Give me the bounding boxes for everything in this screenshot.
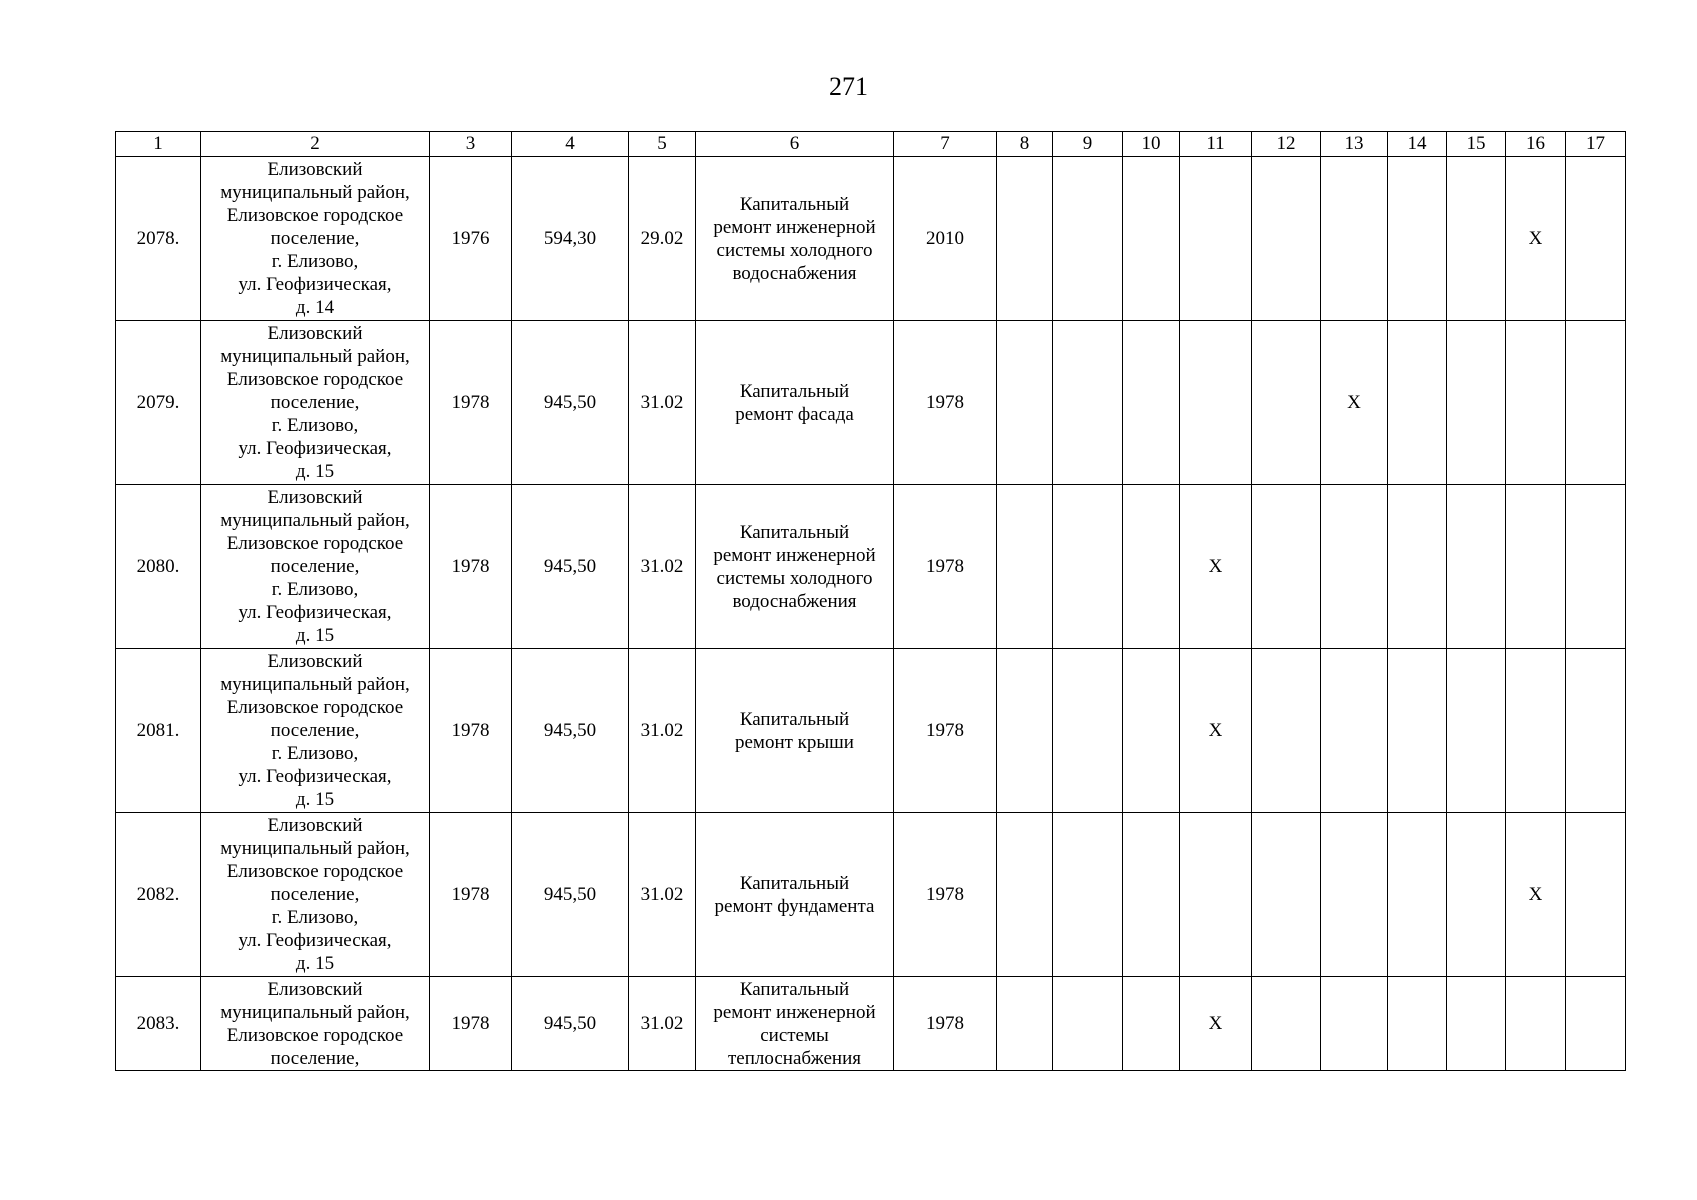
address-line: муниципальный район, (220, 182, 410, 203)
mark-cell (997, 321, 1053, 485)
mark-cell (1447, 649, 1506, 813)
area-cell: 945,50 (512, 649, 629, 813)
header-cell: 8 (997, 132, 1053, 157)
wear-cell: 31.02 (629, 977, 696, 1071)
address-line: Елизовское городское (226, 697, 404, 718)
table-row (116, 157, 1626, 321)
mark-cell (1321, 977, 1388, 1071)
wear-cell: 31.02 (629, 321, 696, 485)
address-cell (201, 813, 430, 977)
area-cell: 945,50 (512, 321, 629, 485)
table-header (116, 132, 1626, 157)
mark-cell (997, 649, 1053, 813)
header-cell: 11 (1180, 132, 1252, 157)
address-cell (201, 157, 430, 321)
header-cell: 17 (1566, 132, 1626, 157)
mark-cell (1053, 813, 1123, 977)
work-type-line: ремонт фасада (735, 403, 854, 425)
mark-cell (1123, 977, 1180, 1071)
mark-cell (1252, 813, 1321, 977)
wear-cell: 29.02 (629, 157, 696, 321)
address-line: г. Елизово, (271, 251, 359, 272)
table-row (116, 485, 1626, 649)
work-type-cell (696, 485, 894, 649)
work-year-cell: 1978 (894, 485, 997, 649)
wear-cell: 31.02 (629, 485, 696, 649)
address-cell (201, 977, 430, 1071)
address-line: д. 15 (295, 953, 335, 974)
mark-cell (1506, 485, 1566, 649)
work-type-line: ремонт инженерной (713, 216, 876, 238)
mark-cell (1506, 321, 1566, 485)
work-year-cell: 1978 (894, 977, 997, 1071)
mark-cell (997, 977, 1053, 1071)
work-type-cell (696, 977, 894, 1071)
mark-cell (1388, 649, 1447, 813)
mark-cell (1506, 649, 1566, 813)
mark-cell (1388, 977, 1447, 1071)
address-line: поселение, (270, 556, 360, 577)
work-type-cell (696, 813, 894, 977)
area-cell: 945,50 (512, 813, 629, 977)
mark-cell (1053, 157, 1123, 321)
mark-cell: X (1180, 649, 1252, 813)
mark-cell (1566, 157, 1626, 321)
mark-cell (1388, 485, 1447, 649)
year-built-cell: 1978 (430, 977, 512, 1071)
header-cell: 5 (629, 132, 696, 157)
year-built-cell: 1976 (430, 157, 512, 321)
header-cell: 6 (696, 132, 894, 157)
mark-cell (1123, 649, 1180, 813)
address-line: Елизовское городское (226, 533, 404, 554)
registry-table (115, 131, 1626, 1071)
address-line: ул. Геофизическая, (238, 766, 392, 787)
address-line: г. Елизово, (271, 415, 359, 436)
mark-cell (1252, 157, 1321, 321)
address-line: д. 15 (295, 461, 335, 482)
row-number-cell: 2081. (116, 649, 201, 813)
mark-cell (1566, 321, 1626, 485)
mark-cell (1180, 157, 1252, 321)
address-line: г. Елизово, (271, 579, 359, 600)
address-line: Елизовское городское (226, 205, 404, 226)
mark-cell (1053, 485, 1123, 649)
work-year-cell: 1978 (894, 649, 997, 813)
address-line: поселение, (270, 228, 360, 249)
mark-cell: X (1180, 977, 1252, 1071)
address-line: Елизовский (267, 978, 363, 1000)
address-line: поселение, (270, 392, 360, 413)
address-line: ул. Геофизическая, (238, 602, 392, 623)
work-type-cell (696, 321, 894, 485)
wear-cell: 31.02 (629, 813, 696, 977)
mark-cell (1252, 321, 1321, 485)
mark-cell (1321, 485, 1388, 649)
mark-cell (1566, 813, 1626, 977)
address-line: г. Елизово, (271, 743, 359, 764)
mark-cell (1123, 321, 1180, 485)
mark-cell (1566, 485, 1626, 649)
address-line: г. Елизово, (271, 907, 359, 928)
header-cell: 14 (1388, 132, 1447, 157)
mark-cell (1123, 157, 1180, 321)
mark-cell (1321, 157, 1388, 321)
work-type-line: ремонт инженерной (713, 544, 876, 566)
row-number-cell: 2083. (116, 977, 201, 1071)
work-type-cell (696, 649, 894, 813)
area-cell: 945,50 (512, 977, 629, 1071)
address-line: муниципальный район, (220, 346, 410, 367)
page-number: 271 (829, 72, 868, 101)
mark-cell (1506, 977, 1566, 1071)
row-number-cell: 2078. (116, 157, 201, 321)
address-line: поселение, (270, 884, 360, 905)
work-type-line: системы холодного (716, 567, 873, 589)
mark-cell (1447, 321, 1506, 485)
work-type-line: системы холодного (716, 239, 873, 261)
mark-cell (1252, 977, 1321, 1071)
mark-cell (1252, 485, 1321, 649)
address-line: муниципальный район, (220, 674, 410, 695)
header-cell: 4 (512, 132, 629, 157)
mark-cell: X (1180, 485, 1252, 649)
header-cell: 9 (1053, 132, 1123, 157)
address-line: поселение, (270, 1047, 360, 1069)
mark-cell (997, 157, 1053, 321)
mark-cell (1388, 813, 1447, 977)
address-cell (201, 485, 430, 649)
row-number-cell: 2079. (116, 321, 201, 485)
work-type-line: Капитальный (739, 521, 850, 543)
area-cell: 945,50 (512, 485, 629, 649)
work-type-cell (696, 157, 894, 321)
mark-cell (1447, 977, 1506, 1071)
mark-cell (1123, 813, 1180, 977)
mark-cell (1252, 649, 1321, 813)
mark-cell (997, 813, 1053, 977)
work-type-line: Капитальный (739, 872, 850, 894)
address-line: поселение, (270, 720, 360, 741)
table-row (116, 649, 1626, 813)
address-line: ул. Геофизическая, (238, 438, 392, 459)
mark-cell (1053, 649, 1123, 813)
address-line: Елизовское городское (226, 369, 404, 390)
row-number-cell: 2082. (116, 813, 201, 977)
header-cell: 7 (894, 132, 997, 157)
work-type-line: Капитальный (739, 708, 850, 730)
mark-cell (1388, 321, 1447, 485)
address-line: Елизовский (267, 487, 363, 508)
work-year-cell: 2010 (894, 157, 997, 321)
address-line: Елизовский (267, 815, 363, 836)
area-cell: 594,30 (512, 157, 629, 321)
work-type-line: водоснабжения (732, 262, 857, 284)
work-type-line: Капитальный (739, 978, 850, 1000)
mark-cell (1447, 157, 1506, 321)
table-row (116, 977, 1626, 1071)
work-year-cell: 1978 (894, 813, 997, 977)
address-line: Елизовский (267, 323, 363, 344)
mark-cell: X (1506, 813, 1566, 977)
mark-cell: X (1506, 157, 1566, 321)
table-row (116, 813, 1626, 977)
table-row (116, 321, 1626, 485)
mark-cell (1388, 157, 1447, 321)
address-line: д. 14 (295, 297, 335, 318)
mark-cell (1180, 321, 1252, 485)
work-type-line: теплоснабжения (728, 1047, 861, 1069)
work-type-line: водоснабжения (732, 590, 857, 612)
work-type-line: ремонт фундамента (714, 895, 875, 917)
address-line: Елизовский (267, 159, 363, 180)
year-built-cell: 1978 (430, 321, 512, 485)
mark-cell: X (1321, 321, 1388, 485)
address-line: муниципальный район, (220, 1001, 410, 1023)
row-number-cell: 2080. (116, 485, 201, 649)
mark-cell (1123, 485, 1180, 649)
year-built-cell: 1978 (430, 485, 512, 649)
wear-cell: 31.02 (629, 649, 696, 813)
address-line: ул. Геофизическая, (238, 274, 392, 295)
header-row (116, 132, 1626, 157)
mark-cell (1321, 649, 1388, 813)
year-built-cell: 1978 (430, 813, 512, 977)
header-cell: 16 (1506, 132, 1566, 157)
mark-cell (1566, 649, 1626, 813)
header-cell: 15 (1447, 132, 1506, 157)
address-line: ул. Геофизическая, (238, 930, 392, 951)
mark-cell (1321, 813, 1388, 977)
mark-cell (1053, 977, 1123, 1071)
mark-cell (997, 485, 1053, 649)
mark-cell (1180, 813, 1252, 977)
mark-cell (1566, 977, 1626, 1071)
address-line: Елизовское городское (226, 861, 404, 882)
header-cell: 13 (1321, 132, 1388, 157)
year-built-cell: 1978 (430, 649, 512, 813)
address-line: Елизовское городское (226, 1024, 404, 1046)
header-cell: 1 (116, 132, 201, 157)
work-type-line: ремонт крыши (735, 731, 854, 753)
address-line: Елизовский (267, 651, 363, 672)
address-line: д. 15 (295, 625, 335, 646)
work-type-line: Капитальный (739, 380, 850, 402)
header-cell: 2 (201, 132, 430, 157)
header-cell: 10 (1123, 132, 1180, 157)
work-type-line: Капитальный (739, 193, 850, 215)
address-cell (201, 321, 430, 485)
table-body (116, 157, 1626, 1071)
header-cell: 12 (1252, 132, 1321, 157)
mark-cell (1053, 321, 1123, 485)
work-year-cell: 1978 (894, 321, 997, 485)
work-type-line: системы (760, 1024, 829, 1046)
address-line: муниципальный район, (220, 838, 410, 859)
address-cell (201, 649, 430, 813)
address-line: муниципальный район, (220, 510, 410, 531)
mark-cell (1447, 485, 1506, 649)
mark-cell (1447, 813, 1506, 977)
header-cell: 3 (430, 132, 512, 157)
work-type-line: ремонт инженерной (713, 1001, 876, 1023)
address-line: д. 15 (295, 789, 335, 810)
